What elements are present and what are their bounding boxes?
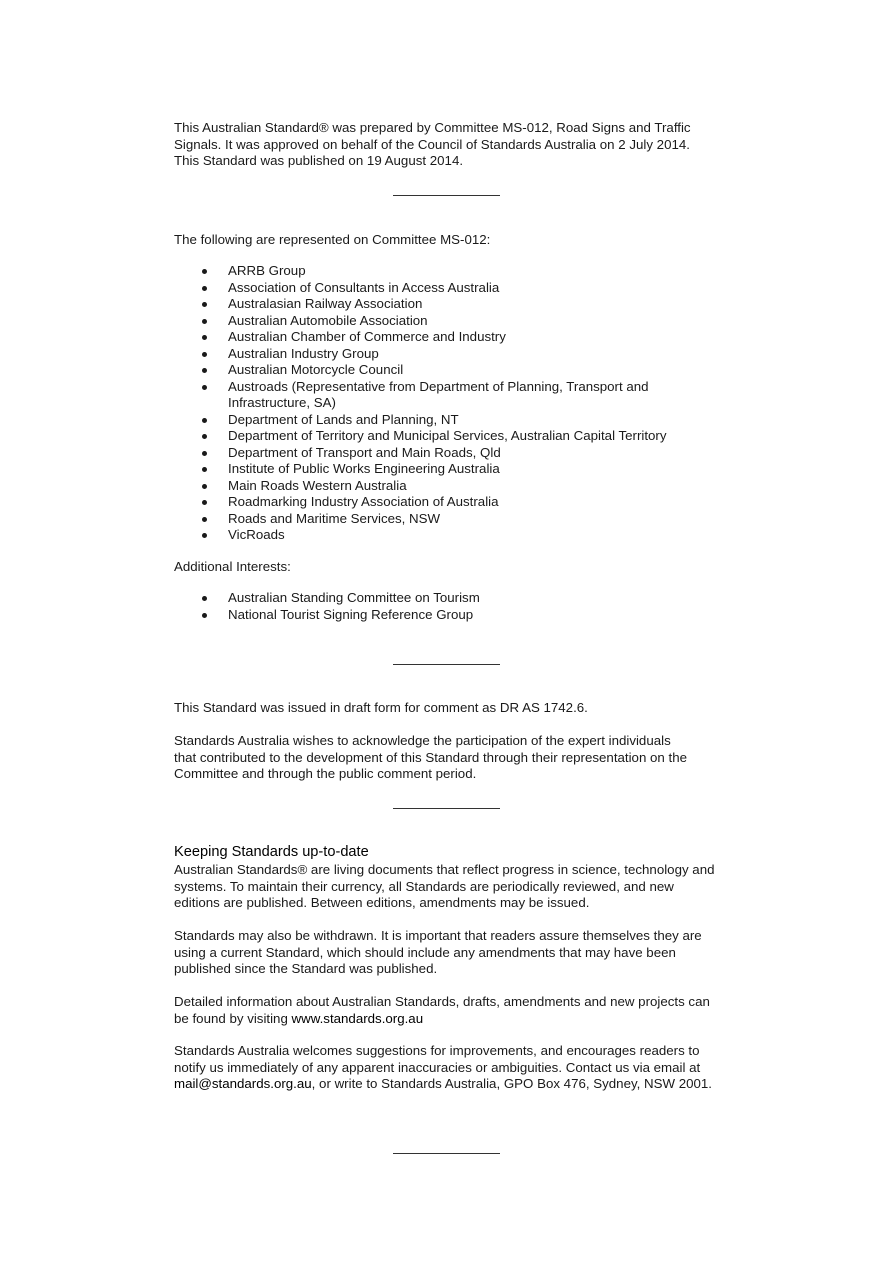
suggestions-body: Standards Australia welcomes suggestions for improvements, and encourages readers to notify us immediately of any apparent inaccuracies or ambiguities. Contact us via email at xyxy=(174,1043,701,1075)
additional-interests-label: Additional Interests: xyxy=(174,559,291,574)
additional-interest-list xyxy=(174,590,724,623)
divider-rule xyxy=(393,1153,500,1154)
member-list-item: Main Roads Western Australia xyxy=(174,478,724,495)
draft-statement xyxy=(174,700,724,717)
member-list-item: Australian Automobile Association xyxy=(174,313,724,330)
member-list-item: Institute of Public Works Engineering Australia xyxy=(174,461,724,478)
keeping-paragraph-4 xyxy=(174,1043,719,1093)
additional-interests xyxy=(174,590,724,623)
divider-rule xyxy=(393,195,500,196)
additional-interest-item: Australian Standing Committee on Tourism xyxy=(174,590,724,607)
keeping-paragraph-3 xyxy=(174,994,714,1027)
committee-intro: The following are represented on Committee MS-012: xyxy=(174,232,491,247)
standards-website-link[interactable]: www.standards.org.au xyxy=(291,1010,424,1026)
member-list-item: Association of Consultants in Access Australia xyxy=(174,280,724,297)
suggestions-text xyxy=(174,1043,719,1093)
committee-members xyxy=(174,263,724,544)
member-list-item: Department of Lands and Planning, NT xyxy=(174,412,724,429)
acknowledgement-text: Standards Australia wishes to acknowledge the participation of the expert individuals that contributed to the development of this Standard through their representation on the Committee and through the public comment period. xyxy=(174,733,688,781)
member-list-item: Austroads (Representative from Department of Planning, Transport and Infrastructure, SA) xyxy=(174,379,724,412)
member-list-item: Australian Motorcycle Council xyxy=(174,362,724,379)
additional-interests-section xyxy=(174,559,724,576)
member-list-item: VicRoads xyxy=(174,527,724,544)
additional-interest-item: National Tourist Signing Reference Group xyxy=(174,607,724,624)
keeping-paragraph-1 xyxy=(174,862,722,912)
detailed-information-body: Detailed information about Australian Standards, drafts, amendments and new projects can be found by visiting xyxy=(174,994,710,1026)
member-list-item: Department of Territory and Municipal Services, Australian Capital Territory xyxy=(174,428,724,445)
acknowledgement xyxy=(174,733,696,783)
divider-rule xyxy=(393,664,500,665)
withdrawn-text: Standards may also be withdrawn. It is important that readers assure themselves they are using a current Standard, which should include any amendments that may have been published since the Standard was published. xyxy=(174,928,702,976)
member-list-item: Roadmarking Industry Association of Australia xyxy=(174,494,724,511)
preparation-line-3: This Standard was published on 19 August 2014. xyxy=(174,153,464,168)
preparation-statement xyxy=(174,120,724,170)
member-list-item: ARRB Group xyxy=(174,263,724,280)
member-list-item: Australasian Railway Association xyxy=(174,296,724,313)
member-list-item: Department of Transport and Main Roads, Qld xyxy=(174,445,724,462)
draft-issued-text: This Standard was issued in draft form for comment as DR AS 1742.6. xyxy=(174,700,588,715)
member-list-item: Australian Industry Group xyxy=(174,346,724,363)
committee-member-list xyxy=(174,263,724,544)
member-list-item: Australian Chamber of Commerce and Industry xyxy=(174,329,724,346)
member-list-item: Roads and Maritime Services, NSW xyxy=(174,511,724,528)
living-documents-text: Australian Standards® are living documents that reflect progress in science, technology and systems. To maintain their currency, all Standards are periodically reviewed, and new editions are published. Between editions, amendments may be issued. xyxy=(174,862,715,910)
divider-rule xyxy=(393,808,500,809)
detailed-information-text xyxy=(174,994,714,1027)
keeping-paragraph-2 xyxy=(174,928,704,978)
committee-section xyxy=(174,232,724,249)
contact-email-link[interactable]: mail@standards.org.au xyxy=(174,1076,312,1091)
preparation-line-1: This Australian Standard® was prepared by Committee MS-012, Road Signs and Traffic xyxy=(174,120,691,135)
postal-address-text: , or write to Standards Australia, GPO Box 476, Sydney, NSW 2001. xyxy=(311,1076,712,1091)
keeping-standards-section xyxy=(174,844,724,861)
keeping-standards-heading: Keeping Standards up-to-date xyxy=(174,844,369,860)
preparation-line-2: Signals. It was approved on behalf of the Council of Standards Australia on 2 July 2014. xyxy=(174,136,690,152)
